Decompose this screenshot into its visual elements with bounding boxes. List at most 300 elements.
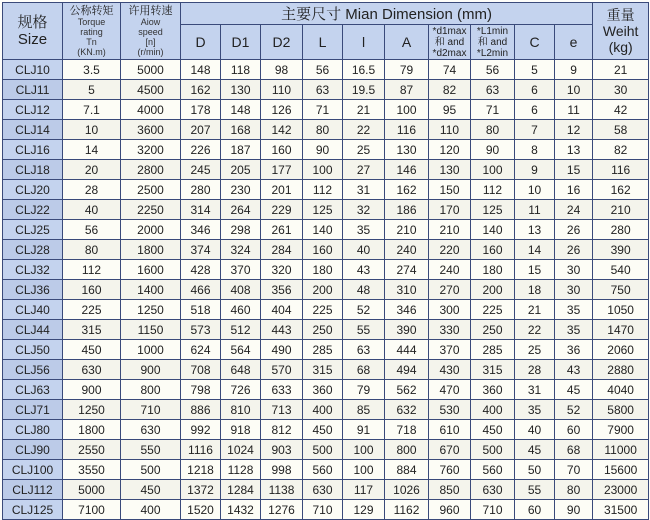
- cell-l-upper: 710: [303, 500, 343, 520]
- cell-d: 708: [181, 360, 221, 380]
- header-d1max-line3: *d2max: [432, 47, 467, 59]
- cell-size: CLJ40: [3, 300, 63, 320]
- cell-weight: 23000: [593, 480, 649, 500]
- cell-c: 50: [515, 460, 555, 480]
- cell-d1: 324: [221, 240, 261, 260]
- cell-a: 884: [385, 460, 429, 480]
- cell-c: 5: [515, 60, 555, 80]
- cell-d1: 810: [221, 400, 261, 420]
- cell-d1: 264: [221, 200, 261, 220]
- cell-c: 15: [515, 260, 555, 280]
- cell-e: 11: [555, 100, 593, 120]
- cell-l1min: 500: [471, 440, 515, 460]
- table-row: [3, 360, 649, 380]
- cell-e: 80: [555, 480, 593, 500]
- table-row: [3, 240, 649, 260]
- cell-l-upper: 80: [303, 120, 343, 140]
- cell-speed: 1600: [121, 260, 181, 280]
- cell-e: 9: [555, 60, 593, 80]
- cell-c: 6: [515, 100, 555, 120]
- cell-weight: 7900: [593, 420, 649, 440]
- cell-d1max: 74: [429, 60, 471, 80]
- cell-torque: 7100: [63, 500, 121, 520]
- header-col-l1min: [471, 25, 515, 60]
- cell-l-upper: 225: [303, 300, 343, 320]
- table-row: [3, 260, 649, 280]
- cell-l-upper: 560: [303, 460, 343, 480]
- cell-d1max: 300: [429, 300, 471, 320]
- cell-a: 162: [385, 180, 429, 200]
- cell-a: 240: [385, 240, 429, 260]
- cell-d1max: 270: [429, 280, 471, 300]
- header-speed-en2: speed: [138, 27, 163, 37]
- cell-l-upper: 90: [303, 140, 343, 160]
- cell-speed: 2500: [121, 180, 181, 200]
- cell-d2: 570: [261, 360, 303, 380]
- cell-weight: 21: [593, 60, 649, 80]
- cell-l1min: 450: [471, 420, 515, 440]
- cell-torque: 10: [63, 120, 121, 140]
- cell-d1: 512: [221, 320, 261, 340]
- cell-c: 22: [515, 320, 555, 340]
- cell-d2: 261: [261, 220, 303, 240]
- cell-d: 178: [181, 100, 221, 120]
- table-row: [3, 200, 649, 220]
- cell-torque: 630: [63, 360, 121, 380]
- cell-c: 35: [515, 400, 555, 420]
- cell-torque: 5: [63, 80, 121, 100]
- cell-a: 444: [385, 340, 429, 360]
- header-col-d1: D1: [221, 25, 261, 60]
- cell-c: 21: [515, 300, 555, 320]
- cell-weight: 2880: [593, 360, 649, 380]
- cell-l-upper: 71: [303, 100, 343, 120]
- header-col-d2: D2: [261, 25, 303, 60]
- cell-d: 428: [181, 260, 221, 280]
- cell-weight: 1470: [593, 320, 649, 340]
- cell-speed: 630: [121, 420, 181, 440]
- header-torque-en1: Torque: [77, 17, 106, 27]
- cell-l1min: 112: [471, 180, 515, 200]
- cell-d2: 229: [261, 200, 303, 220]
- cell-d1max: 150: [429, 180, 471, 200]
- cell-l-upper: 125: [303, 200, 343, 220]
- cell-c: 40: [515, 420, 555, 440]
- cell-e: 26: [555, 240, 593, 260]
- cell-d1: 148: [221, 100, 261, 120]
- cell-d1: 918: [221, 420, 261, 440]
- cell-l-lower: 79: [343, 380, 385, 400]
- cell-d2: 713: [261, 400, 303, 420]
- header-weight: [593, 3, 649, 60]
- cell-speed: 1400: [121, 280, 181, 300]
- cell-c: 7: [515, 120, 555, 140]
- cell-d2: 356: [261, 280, 303, 300]
- cell-a: 79: [385, 60, 429, 80]
- cell-l1min: 250: [471, 320, 515, 340]
- cell-l-upper: 630: [303, 480, 343, 500]
- cell-weight: 116: [593, 160, 649, 180]
- header-speed-en3: [n]: [145, 37, 156, 47]
- cell-a: 186: [385, 200, 429, 220]
- header-col-e: e: [555, 25, 593, 60]
- cell-torque: 3.5: [63, 60, 121, 80]
- cell-l1min: 710: [471, 500, 515, 520]
- cell-d: 314: [181, 200, 221, 220]
- cell-e: 16: [555, 180, 593, 200]
- cell-l-lower: 21: [343, 100, 385, 120]
- cell-weight: 5800: [593, 400, 649, 420]
- cell-d1max: 430: [429, 360, 471, 380]
- cell-d1max: 960: [429, 500, 471, 520]
- cell-l1min: 56: [471, 60, 515, 80]
- table-row: [3, 320, 649, 340]
- cell-l-lower: 129: [343, 500, 385, 520]
- cell-d: 624: [181, 340, 221, 360]
- cell-a: 494: [385, 360, 429, 380]
- cell-d: 148: [181, 60, 221, 80]
- cell-d: 207: [181, 120, 221, 140]
- cell-speed: 400: [121, 500, 181, 520]
- cell-l-lower: 19.5: [343, 80, 385, 100]
- cell-d: 245: [181, 160, 221, 180]
- header-l1min-line3: *L2min: [476, 47, 509, 59]
- cell-l-upper: 180: [303, 260, 343, 280]
- cell-d1max: 530: [429, 400, 471, 420]
- cell-weight: 42: [593, 100, 649, 120]
- cell-torque: 315: [63, 320, 121, 340]
- cell-a: 116: [385, 120, 429, 140]
- cell-l-lower: 63: [343, 340, 385, 360]
- cell-d2: 1138: [261, 480, 303, 500]
- cell-d1: 298: [221, 220, 261, 240]
- cell-speed: 4000: [121, 100, 181, 120]
- table-row: [3, 400, 649, 420]
- cell-speed: 2250: [121, 200, 181, 220]
- cell-a: 562: [385, 380, 429, 400]
- cell-d: 992: [181, 420, 221, 440]
- cell-size: CLJ11: [3, 80, 63, 100]
- cell-torque: 225: [63, 300, 121, 320]
- cell-d1max: 670: [429, 440, 471, 460]
- cell-size: CLJ20: [3, 180, 63, 200]
- cell-a: 632: [385, 400, 429, 420]
- cell-a: 274: [385, 260, 429, 280]
- cell-torque: 7.1: [63, 100, 121, 120]
- cell-d2: 160: [261, 140, 303, 160]
- cell-d2: 490: [261, 340, 303, 360]
- header-col-c: C: [515, 25, 555, 60]
- cell-l1min: 225: [471, 300, 515, 320]
- cell-d1: 648: [221, 360, 261, 380]
- cell-d2: 320: [261, 260, 303, 280]
- cell-d: 466: [181, 280, 221, 300]
- table-row: [3, 480, 649, 500]
- header-dimension-title: 主要尺寸 Mian Dimension (mm): [181, 3, 593, 25]
- cell-e: 15: [555, 160, 593, 180]
- cell-l-lower: 35: [343, 220, 385, 240]
- cell-e: 26: [555, 220, 593, 240]
- cell-l-upper: 200: [303, 280, 343, 300]
- cell-e: 36: [555, 340, 593, 360]
- cell-d: 886: [181, 400, 221, 420]
- cell-weight: 4040: [593, 380, 649, 400]
- cell-size: CLJ44: [3, 320, 63, 340]
- cell-size: CLJ32: [3, 260, 63, 280]
- cell-speed: 2800: [121, 160, 181, 180]
- cell-d: 1372: [181, 480, 221, 500]
- cell-weight: 1050: [593, 300, 649, 320]
- table-row: [3, 280, 649, 300]
- cell-e: 13: [555, 140, 593, 160]
- cell-e: 52: [555, 400, 593, 420]
- cell-weight: 162: [593, 180, 649, 200]
- cell-d: 346: [181, 220, 221, 240]
- cell-l-lower: 48: [343, 280, 385, 300]
- cell-l-upper: 250: [303, 320, 343, 340]
- header-speed-en1: Aiow: [140, 17, 161, 27]
- cell-size: CLJ71: [3, 400, 63, 420]
- cell-c: 18: [515, 280, 555, 300]
- cell-speed: 900: [121, 360, 181, 380]
- header-l1min-line1: *L1min: [476, 25, 509, 37]
- cell-d2: 404: [261, 300, 303, 320]
- cell-l-lower: 85: [343, 400, 385, 420]
- cell-c: 14: [515, 240, 555, 260]
- cell-d1max: 850: [429, 480, 471, 500]
- cell-c: 60: [515, 500, 555, 520]
- header-speed-cn: 许用转速: [128, 5, 173, 17]
- cell-d1max: 95: [429, 100, 471, 120]
- cell-c: 55: [515, 480, 555, 500]
- cell-c: 45: [515, 440, 555, 460]
- cell-d: 1116: [181, 440, 221, 460]
- cell-l-lower: 117: [343, 480, 385, 500]
- cell-a: 146: [385, 160, 429, 180]
- cell-a: 310: [385, 280, 429, 300]
- cell-l1min: 560: [471, 460, 515, 480]
- cell-torque: 5000: [63, 480, 121, 500]
- cell-d1max: 240: [429, 260, 471, 280]
- cell-c: 25: [515, 340, 555, 360]
- cell-d1: 1128: [221, 460, 261, 480]
- cell-speed: 550: [121, 440, 181, 460]
- cell-d1max: 760: [429, 460, 471, 480]
- cell-weight: 210: [593, 200, 649, 220]
- cell-torque: 28: [63, 180, 121, 200]
- cell-d: 518: [181, 300, 221, 320]
- header-torque-en3: Tn: [86, 37, 97, 47]
- cell-speed: 1800: [121, 240, 181, 260]
- cell-l1min: 71: [471, 100, 515, 120]
- cell-d: 162: [181, 80, 221, 100]
- cell-l-lower: 27: [343, 160, 385, 180]
- cell-e: 68: [555, 440, 593, 460]
- cell-d1: 205: [221, 160, 261, 180]
- table-row: [3, 460, 649, 480]
- cell-speed: 4500: [121, 80, 181, 100]
- table-body: [3, 60, 649, 520]
- cell-e: 35: [555, 320, 593, 340]
- cell-l1min: 140: [471, 220, 515, 240]
- cell-l-lower: 100: [343, 460, 385, 480]
- cell-l-lower: 91: [343, 420, 385, 440]
- cell-size: CLJ90: [3, 440, 63, 460]
- cell-a: 1026: [385, 480, 429, 500]
- cell-d1: 460: [221, 300, 261, 320]
- cell-torque: 20: [63, 160, 121, 180]
- cell-speed: 450: [121, 480, 181, 500]
- cell-e: 70: [555, 460, 593, 480]
- cell-l-upper: 360: [303, 380, 343, 400]
- table-row: [3, 380, 649, 400]
- cell-l-upper: 400: [303, 400, 343, 420]
- cell-d: 573: [181, 320, 221, 340]
- cell-weight: 58: [593, 120, 649, 140]
- header-torque-cn: 公称转矩: [69, 5, 114, 17]
- cell-weight: 31500: [593, 500, 649, 520]
- header-d1max-line1: *d1max: [432, 25, 467, 37]
- cell-l1min: 80: [471, 120, 515, 140]
- cell-torque: 3550: [63, 460, 121, 480]
- cell-d1max: 370: [429, 340, 471, 360]
- cell-weight: 82: [593, 140, 649, 160]
- cell-speed: 710: [121, 400, 181, 420]
- cell-l1min: 90: [471, 140, 515, 160]
- cell-weight: 2060: [593, 340, 649, 360]
- cell-torque: 56: [63, 220, 121, 240]
- header-weight-cn: 重量: [606, 7, 635, 23]
- cell-e: 24: [555, 200, 593, 220]
- cell-a: 87: [385, 80, 429, 100]
- coupling-spec-table: [2, 2, 649, 520]
- table-row: [3, 300, 649, 320]
- cell-d2: 903: [261, 440, 303, 460]
- cell-torque: 450: [63, 340, 121, 360]
- cell-a: 390: [385, 320, 429, 340]
- cell-d1: 187: [221, 140, 261, 160]
- cell-size: CLJ18: [3, 160, 63, 180]
- cell-l-upper: 56: [303, 60, 343, 80]
- cell-d2: 98: [261, 60, 303, 80]
- cell-speed: 1150: [121, 320, 181, 340]
- cell-size: CLJ125: [3, 500, 63, 520]
- cell-d1max: 610: [429, 420, 471, 440]
- cell-torque: 40: [63, 200, 121, 220]
- cell-d: 280: [181, 180, 221, 200]
- table-row: [3, 160, 649, 180]
- cell-d2: 177: [261, 160, 303, 180]
- cell-speed: 3600: [121, 120, 181, 140]
- header-speed-unit: (r/min): [137, 47, 164, 57]
- cell-d1: 370: [221, 260, 261, 280]
- header-col-a: A: [385, 25, 429, 60]
- cell-l-upper: 450: [303, 420, 343, 440]
- cell-l-upper: 315: [303, 360, 343, 380]
- cell-d: 1520: [181, 500, 221, 520]
- header-speed: [121, 3, 181, 60]
- cell-size: CLJ80: [3, 420, 63, 440]
- table-row: [3, 80, 649, 100]
- cell-c: 8: [515, 140, 555, 160]
- cell-e: 43: [555, 360, 593, 380]
- table-row: [3, 60, 649, 80]
- table-row: [3, 120, 649, 140]
- cell-d2: 201: [261, 180, 303, 200]
- cell-d1: 118: [221, 60, 261, 80]
- cell-l-lower: 16.5: [343, 60, 385, 80]
- table-row: [3, 420, 649, 440]
- cell-l-lower: 68: [343, 360, 385, 380]
- cell-weight: 15600: [593, 460, 649, 480]
- cell-l-upper: 500: [303, 440, 343, 460]
- header-d1max-line2: 和 and: [434, 36, 465, 48]
- cell-e: 45: [555, 380, 593, 400]
- cell-size: CLJ14: [3, 120, 63, 140]
- cell-d1max: 210: [429, 220, 471, 240]
- cell-torque: 1250: [63, 400, 121, 420]
- cell-size: CLJ28: [3, 240, 63, 260]
- cell-l-upper: 285: [303, 340, 343, 360]
- cell-l-upper: 160: [303, 240, 343, 260]
- table-row: [3, 220, 649, 240]
- cell-l-lower: 22: [343, 120, 385, 140]
- header-torque-en2: rating: [80, 27, 103, 37]
- cell-d2: 110: [261, 80, 303, 100]
- header-weight-en: Weiht: [602, 23, 639, 39]
- cell-d2: 998: [261, 460, 303, 480]
- cell-size: CLJ50: [3, 340, 63, 360]
- cell-l-lower: 100: [343, 440, 385, 460]
- cell-l-lower: 32: [343, 200, 385, 220]
- cell-e: 30: [555, 280, 593, 300]
- cell-a: 130: [385, 140, 429, 160]
- cell-l1min: 200: [471, 280, 515, 300]
- cell-speed: 800: [121, 380, 181, 400]
- cell-torque: 1800: [63, 420, 121, 440]
- cell-l1min: 315: [471, 360, 515, 380]
- cell-d1: 1284: [221, 480, 261, 500]
- cell-e: 90: [555, 500, 593, 520]
- table-row: [3, 140, 649, 160]
- cell-l-upper: 112: [303, 180, 343, 200]
- cell-e: 35: [555, 300, 593, 320]
- cell-l-lower: 52: [343, 300, 385, 320]
- cell-size: CLJ16: [3, 140, 63, 160]
- cell-d1: 1432: [221, 500, 261, 520]
- table-row: [3, 100, 649, 120]
- cell-c: 11: [515, 200, 555, 220]
- table-row: [3, 340, 649, 360]
- cell-d1max: 130: [429, 160, 471, 180]
- cell-l1min: 160: [471, 240, 515, 260]
- cell-speed: 500: [121, 460, 181, 480]
- cell-l1min: 400: [471, 400, 515, 420]
- cell-weight: 390: [593, 240, 649, 260]
- cell-speed: 5000: [121, 60, 181, 80]
- cell-a: 718: [385, 420, 429, 440]
- cell-e: 12: [555, 120, 593, 140]
- cell-d1max: 470: [429, 380, 471, 400]
- cell-a: 210: [385, 220, 429, 240]
- cell-l1min: 285: [471, 340, 515, 360]
- cell-e: 10: [555, 80, 593, 100]
- cell-c: 10: [515, 180, 555, 200]
- cell-e: 60: [555, 420, 593, 440]
- cell-torque: 2550: [63, 440, 121, 460]
- cell-c: 9: [515, 160, 555, 180]
- cell-weight: 280: [593, 220, 649, 240]
